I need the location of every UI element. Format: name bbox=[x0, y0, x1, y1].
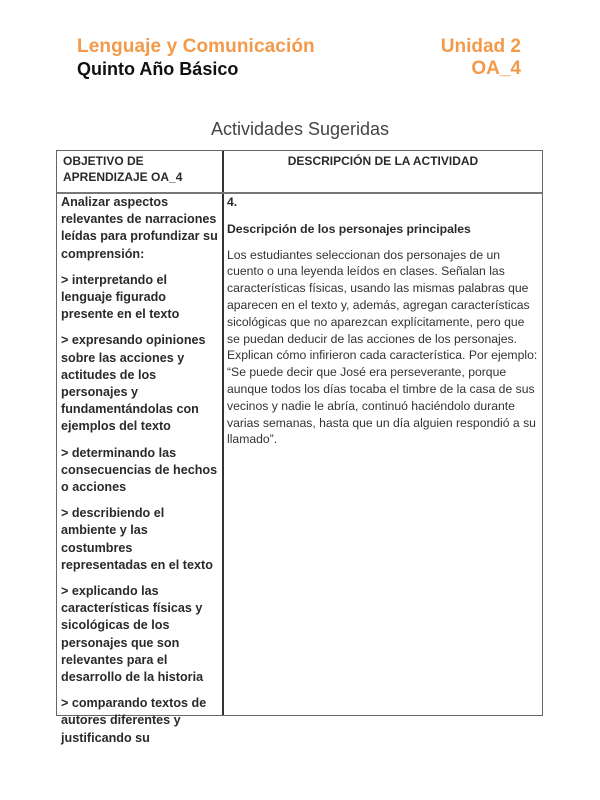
objective-item: > describiendo el ambiente y las costumbres representadas en el texto bbox=[61, 506, 213, 572]
objective-item: > interpretando el lenguaje figurado presente en el texto bbox=[61, 272, 180, 322]
subject-title: Lenguaje y Comunicación bbox=[77, 36, 315, 57]
unit-label: Unidad 2 bbox=[440, 36, 521, 57]
activity-title: Descripción de los personajes principales bbox=[227, 221, 471, 236]
table-header-objective: OBJETIVO DE APRENDIZAJE OA_4 bbox=[63, 154, 183, 184]
document-header-left bbox=[77, 36, 315, 80]
column-divider bbox=[222, 151, 224, 715]
objective-item: > expresando opiniones sobre las acciones y actitudes de los personajes y fundamentándolas con ejemplos del texto bbox=[61, 333, 206, 434]
objective-cell bbox=[61, 194, 219, 756]
objective-item: > comparando textos de autores diferentes y justificando su bbox=[61, 696, 207, 745]
document-header-right bbox=[441, 36, 521, 80]
grade-level: Quinto Año Básico bbox=[77, 59, 239, 79]
activity-description: Los estudiantes seleccionan dos personajes de un cuento o una leyenda leídos en clases. Señalan las características físicas, usando las mismas palabras que aparecen en el texto y, además, agregan características sicológicas que no aparezcan explícitamente, pero que se puedan deducir de las acciones de los personajes. Explican cómo infirieron cada característica. Por ejemplo: “Se puede decir que José era perseverante, porque aunque todos los días tocaba el timbre de la casa de sus vecinos y nadie le abría, continuó haciéndolo durante varias semanas, hasta que un día alguien respondió a su llamado”. bbox=[227, 247, 538, 447]
objective-code: OA_4 bbox=[471, 58, 521, 79]
table-header-activity: DESCRIPCIÓN DE LA ACTIVIDAD bbox=[287, 154, 479, 168]
objective-item: > determinando las consecuencias de hechos o acciones bbox=[61, 445, 218, 495]
activities-table bbox=[56, 150, 543, 745]
activity-number: 4. bbox=[227, 195, 238, 209]
activity-cell bbox=[227, 194, 539, 448]
objective-intro: Analizar aspectos relevantes de narraciones leídas para profundizar su comprensión: bbox=[61, 195, 218, 261]
section-title: Actividades Sugeridas bbox=[210, 119, 390, 139]
objective-item: > explicando las características físicas y sicológicas de los personajes que son relevantes para el desarrollo de la historia bbox=[61, 584, 204, 685]
